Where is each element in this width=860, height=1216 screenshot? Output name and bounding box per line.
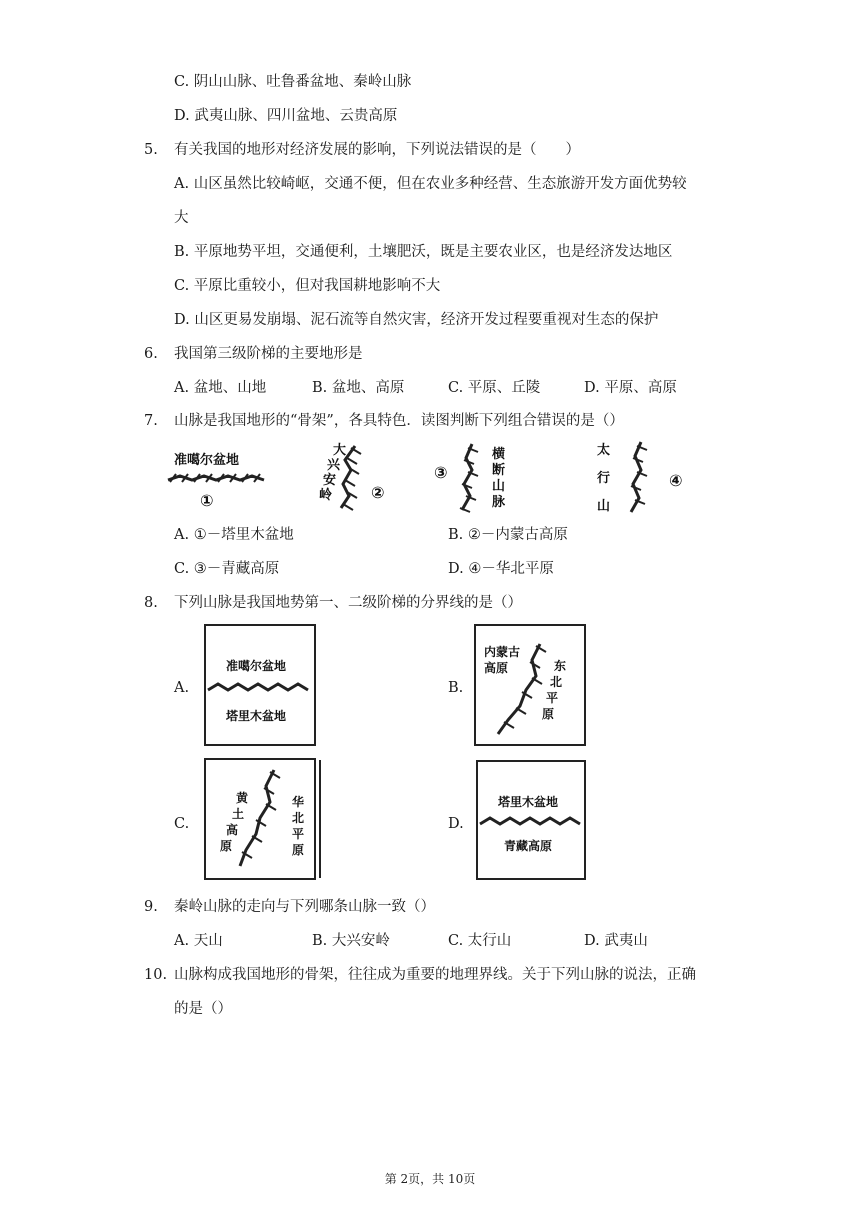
- q10-stem-line2: 的是（）: [174, 1001, 232, 1017]
- q5-option-c: C. 平原比重较小，但对我国耕地影响不大: [174, 278, 441, 294]
- q7-fig2-label-2: 兴: [327, 458, 341, 473]
- q7-fig2-label-3: 安: [323, 473, 337, 488]
- q10-number: 10.: [144, 967, 168, 983]
- q7-fig4-num: ④: [669, 471, 683, 490]
- q4-option-d: D. 武夷山脉、四川盆地、云贵高原: [174, 108, 398, 124]
- q6-option-b: B. 盆地、高原: [312, 380, 405, 396]
- q6-option-d: D. 平原、高原: [584, 380, 677, 396]
- q10-stem-line1: 山脉构成我国地形的骨架，往往成为重要的地理界线。关于下列山脉的说法，正确: [174, 967, 696, 983]
- q8-box-a-top: 准噶尔盆地: [226, 659, 287, 673]
- q9-number: 9.: [144, 899, 158, 915]
- q7-option-d: D. ④－华北平原: [448, 561, 554, 577]
- q7-fig3-label-2: 断: [492, 463, 506, 478]
- q7-figure-4: [585, 436, 695, 520]
- q4-option-c: C. 阴山山脉、吐鲁番盆地、秦岭山脉: [174, 74, 412, 90]
- q7-fig4-label-2: 行: [597, 471, 611, 486]
- q7-fig2-label-1: 大: [333, 443, 347, 458]
- q8-box-b-right-1: 东: [554, 659, 567, 673]
- q8-box-b-right-3: 平: [546, 691, 559, 705]
- q8-box-c-right-2: 北: [292, 811, 305, 825]
- q8-number: 8.: [144, 595, 158, 611]
- q8-box-c-left-4: 原: [220, 839, 233, 853]
- q7-figure-3: [430, 440, 530, 520]
- q7-fig4-label-1: 太: [597, 443, 611, 458]
- q8-box-a: [204, 624, 316, 746]
- q7-fig2-label-4: 岭: [319, 488, 333, 503]
- q6-option-a: A. 盆地、山地: [174, 380, 267, 396]
- q7-option-a: A. ①－塔里木盆地: [174, 527, 294, 543]
- q6-option-c: C. 平原、丘陵: [448, 380, 541, 396]
- q7-option-c: C. ③－青藏高原: [174, 561, 280, 577]
- q7-fig3-label-3: 山: [492, 479, 506, 494]
- q8-option-b: B.: [448, 680, 464, 696]
- q7-stem: 山脉是我国地形的“骨架”，各具特色．读图判断下列组合错误的是（）: [174, 413, 624, 429]
- q8-box-d-bottom: 青藏高原: [504, 839, 553, 853]
- q5-number: 5.: [144, 142, 158, 158]
- q8-option-c: C.: [174, 816, 190, 832]
- q7-fig4-label-3: 山: [597, 499, 611, 514]
- q7-figure-2: [315, 440, 400, 520]
- q8-box-d-top: 塔里木盆地: [498, 795, 559, 809]
- q7-number: 7.: [144, 413, 158, 429]
- q8-box-c-left-3: 高: [226, 823, 239, 837]
- q5-stem: 有关我国的地形对经济发展的影响，下列说法错误的是（ ）: [174, 142, 580, 158]
- q8-box-c-right-3: 平: [292, 827, 305, 841]
- q8-option-a: A.: [174, 680, 190, 696]
- q6-number: 6.: [144, 346, 158, 362]
- q8-box-a-bottom: 塔里木盆地: [226, 709, 287, 723]
- q8-box-c: [204, 758, 324, 880]
- q9-option-a: A. 天山: [174, 933, 223, 949]
- q9-option-d: D. 武夷山: [584, 933, 648, 949]
- q7-fig3-label-4: 脉: [492, 495, 506, 510]
- q9-stem: 秦岭山脉的走向与下列哪条山脉一致（）: [174, 899, 435, 915]
- q7-fig3-num: ③: [434, 463, 448, 482]
- q5-option-b: B. 平原地势平坦，交通便利，土壤肥沃，既是主要农业区，也是经济发达地区: [174, 244, 673, 260]
- q6-stem: 我国第三级阶梯的主要地形是: [174, 346, 363, 362]
- q9-option-c: C. 太行山: [448, 933, 512, 949]
- q8-box-b-right-4: 原: [542, 707, 555, 721]
- q5-option-d: D. 山区更易发崩塌、泥石流等自然灾害，经济开发过程要重视对生态的保护: [174, 312, 659, 328]
- q8-box-c-left-1: 黄: [236, 791, 249, 805]
- q7-fig1-label: 准噶尔盆地: [174, 453, 240, 468]
- q8-box-b-right-2: 北: [550, 675, 563, 689]
- q7-option-b: B. ②－内蒙古高原: [448, 527, 568, 543]
- q7-fig1-num: ①: [200, 491, 214, 510]
- q8-box-c-left-2: 土: [232, 807, 245, 821]
- q9-option-b: B. 大兴安岭: [312, 933, 390, 949]
- q8-box-b-left-2: 高原: [484, 661, 509, 675]
- q8-option-d: D.: [448, 816, 464, 832]
- q7-fig2-num: ②: [371, 483, 385, 502]
- q7-fig3-label-1: 横: [492, 447, 506, 462]
- q5-option-a-line1: A. 山区虽然比较崎岖，交通不便，但在农业多种经营、生态旅游开发方面优势较: [174, 176, 687, 192]
- q8-box-d: [476, 760, 586, 880]
- q8-box-c-right-4: 原: [292, 843, 305, 857]
- q8-stem: 下列山脉是我国地势第一、二级阶梯的分界线的是（）: [174, 595, 522, 611]
- page-footer: 第 2页，共 10页: [384, 1172, 476, 1186]
- q5-option-a-line2: 大: [174, 210, 189, 226]
- q8-box-b-left-1: 内蒙古: [484, 645, 521, 659]
- q8-box-b: [474, 624, 586, 746]
- q7-figure-1: [160, 440, 275, 515]
- q8-box-c-right-1: 华: [292, 795, 305, 809]
